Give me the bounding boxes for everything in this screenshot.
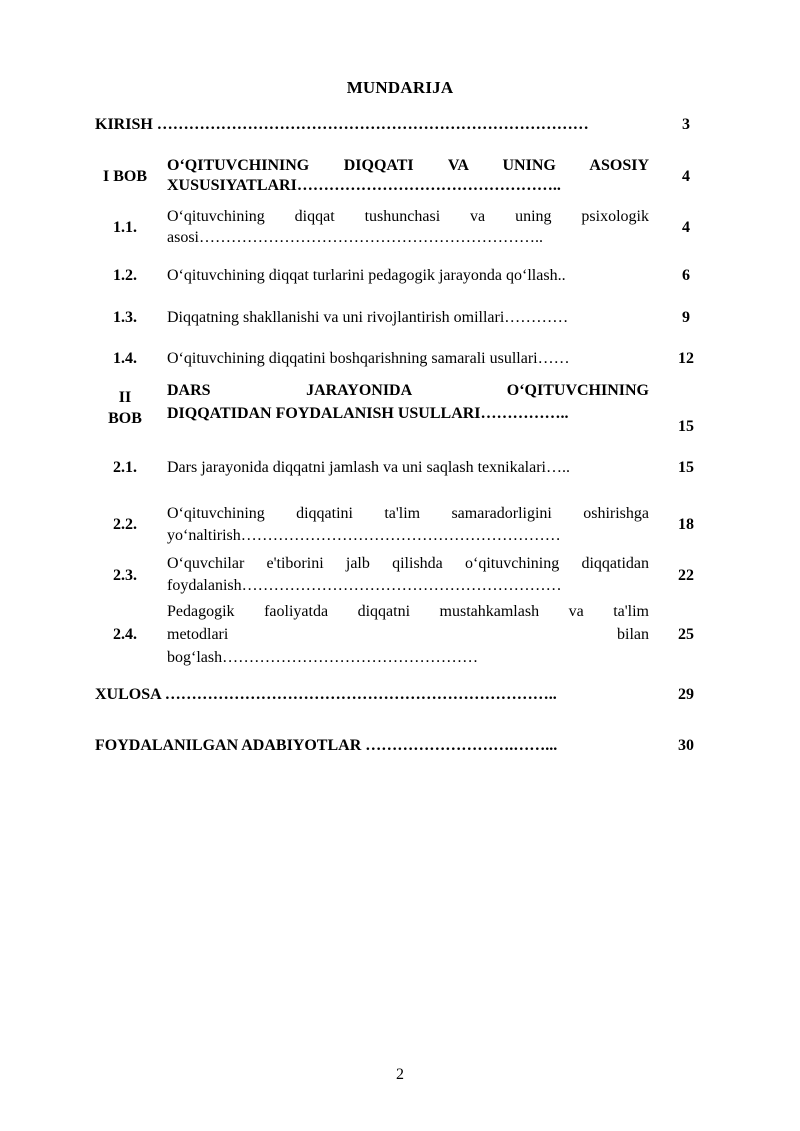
- toc-label-2-4: 2.4.: [113, 626, 137, 643]
- toc-label-2-2: 2.2.: [113, 516, 137, 533]
- toc-page-2-1: 15: [678, 459, 694, 476]
- toc-page-kirish: 3: [682, 116, 690, 133]
- toc-title-2-1[interactable]: Dars jarayonida diqqatni jamlash va uni saqlash texnikalari…..: [167, 459, 570, 476]
- toc-page-1-2: 6: [682, 267, 690, 284]
- toc-title-1-2[interactable]: O‘qituvchining diqqat turlarini pedagogik jarayonda qo‘llash..: [167, 267, 566, 284]
- toc-title-1-3[interactable]: Diqqatning shakllanishi va uni rivojlantirish omillari…………: [167, 309, 569, 326]
- toc-label-2-3: 2.3.: [113, 567, 137, 584]
- toc-title-2-2-line1[interactable]: O‘qituvchining diqqatini ta'lim samaradorligini oshirishga: [167, 505, 649, 522]
- toc-entry-kirish[interactable]: KIRISH ………………………………………………………………………: [95, 116, 589, 133]
- toc-entry-xulosa[interactable]: XULOSA ………………………………………………………………..: [95, 686, 557, 703]
- toc-page-1-4: 12: [678, 350, 694, 367]
- toc-title-bob1-line2[interactable]: XUSUSIYATLARI…………………………………………..: [167, 177, 561, 194]
- toc-page-1-3: 9: [682, 309, 690, 326]
- toc-entry-adabiyotlar[interactable]: FOYDALANILGAN ADABIYOTLAR ……………………….……...: [95, 737, 558, 754]
- toc-title-1-4[interactable]: O‘qituvchining diqqatini boshqarishning samarali usullari……: [167, 350, 570, 367]
- toc-title-bob1-line1[interactable]: O‘QITUVCHINING DIQQATI VA UNING ASOSIY: [167, 157, 649, 174]
- toc-title-2-4-line2[interactable]: metodlari bilan: [167, 626, 649, 643]
- toc-label-1-2: 1.2.: [113, 267, 137, 284]
- toc-page-1-1: 4: [682, 219, 690, 236]
- toc-page-xulosa: 29: [678, 686, 694, 703]
- toc-page-2-3: 22: [678, 567, 694, 584]
- toc-label-bob2-line2: BOB: [108, 410, 142, 427]
- toc-label-bob2-line1: II: [118, 389, 132, 406]
- toc-title-2-4-line3[interactable]: bog‘lash…………………………………………: [167, 649, 479, 666]
- page-title: MUNDARIJA: [346, 78, 454, 97]
- toc-label-1-3: 1.3.: [113, 309, 137, 326]
- toc-page-2-2: 18: [678, 516, 694, 533]
- toc-title-2-3-line1[interactable]: O‘quvchilar e'tiborini jalb qilishda o‘qituvchining diqqatidan: [167, 555, 649, 572]
- toc-title-2-3-line2[interactable]: foydalanish……………………………………………………: [167, 577, 562, 594]
- toc-page-bob2: 15: [678, 418, 694, 435]
- toc-page-adabiyotlar: 30: [678, 737, 694, 754]
- toc-title-2-2-line2[interactable]: yo‘naltirish……………………………………………………: [167, 527, 561, 544]
- toc-page-2-4: 25: [678, 626, 694, 643]
- toc-label-1-1: 1.1.: [113, 219, 137, 236]
- toc-title-2-4-line1[interactable]: Pedagogik faoliyatda diqqatni mustahkamlash va ta'lim: [167, 603, 649, 620]
- toc-label-1-4: 1.4.: [113, 350, 137, 367]
- toc-title-bob2-line1[interactable]: DARS JARAYONIDA O‘QITUVCHINING: [167, 382, 649, 399]
- toc-title-1-1-line1[interactable]: O‘qituvchining diqqat tushunchasi va uning psixologik: [167, 208, 649, 225]
- toc-title-1-1-line2[interactable]: asosi………………………………………………………..: [167, 229, 543, 246]
- toc-page-bob1: 4: [682, 168, 690, 185]
- page-number: 2: [396, 1066, 404, 1083]
- toc-label-bob1: I BOB: [102, 168, 147, 185]
- toc-label-2-1: 2.1.: [113, 459, 137, 476]
- toc-title-bob2-line2[interactable]: DIQQATIDAN FOYDALANISH USULLARI……………..: [167, 405, 569, 422]
